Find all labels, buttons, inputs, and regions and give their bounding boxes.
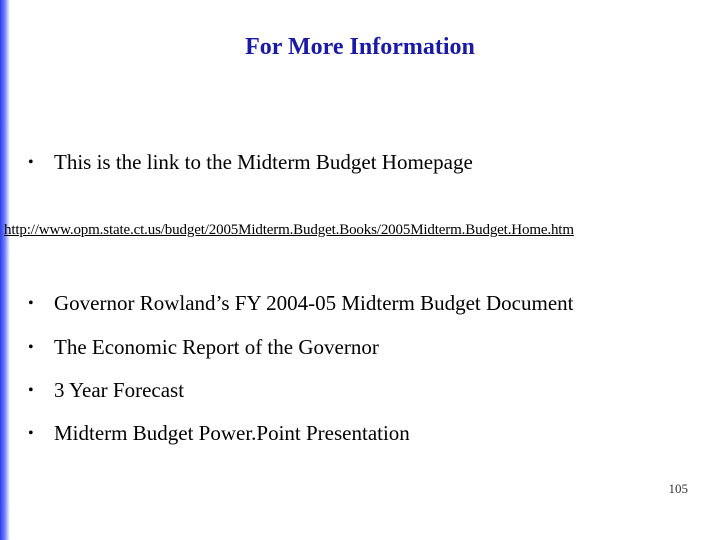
intro-list-item (28, 150, 473, 177)
bullet-icon: • (28, 339, 34, 356)
list-item-text: The Economic Report of the Governor (54, 335, 379, 359)
list-item[interactable] (28, 291, 574, 318)
intro-item-text: This is the link to the Midterm Budget Homepage (54, 150, 473, 174)
slide-title: For More Information (245, 34, 475, 60)
list-item-text: Midterm Budget Power.Point Presentation (54, 421, 410, 445)
list-item[interactable] (28, 335, 379, 362)
list-item-text: Governor Rowland’s FY 2004-05 Midterm Budget Document (54, 291, 574, 315)
bullet-icon: • (28, 154, 34, 171)
list-item-text: 3 Year Forecast (54, 378, 185, 402)
midterm-budget-homepage-link[interactable]: http://www.opm.state.ct.us/budget/2005Midterm.Budget.Books/2005Midterm.Budget.Home.htm (4, 222, 574, 238)
left-accent-bar (0, 0, 10, 540)
list-item[interactable] (28, 378, 184, 405)
bullet-icon: • (28, 382, 34, 399)
list-item[interactable] (28, 421, 410, 448)
bullet-icon: • (28, 295, 34, 312)
bullet-icon: • (28, 425, 34, 442)
page-number: 105 (668, 481, 688, 496)
